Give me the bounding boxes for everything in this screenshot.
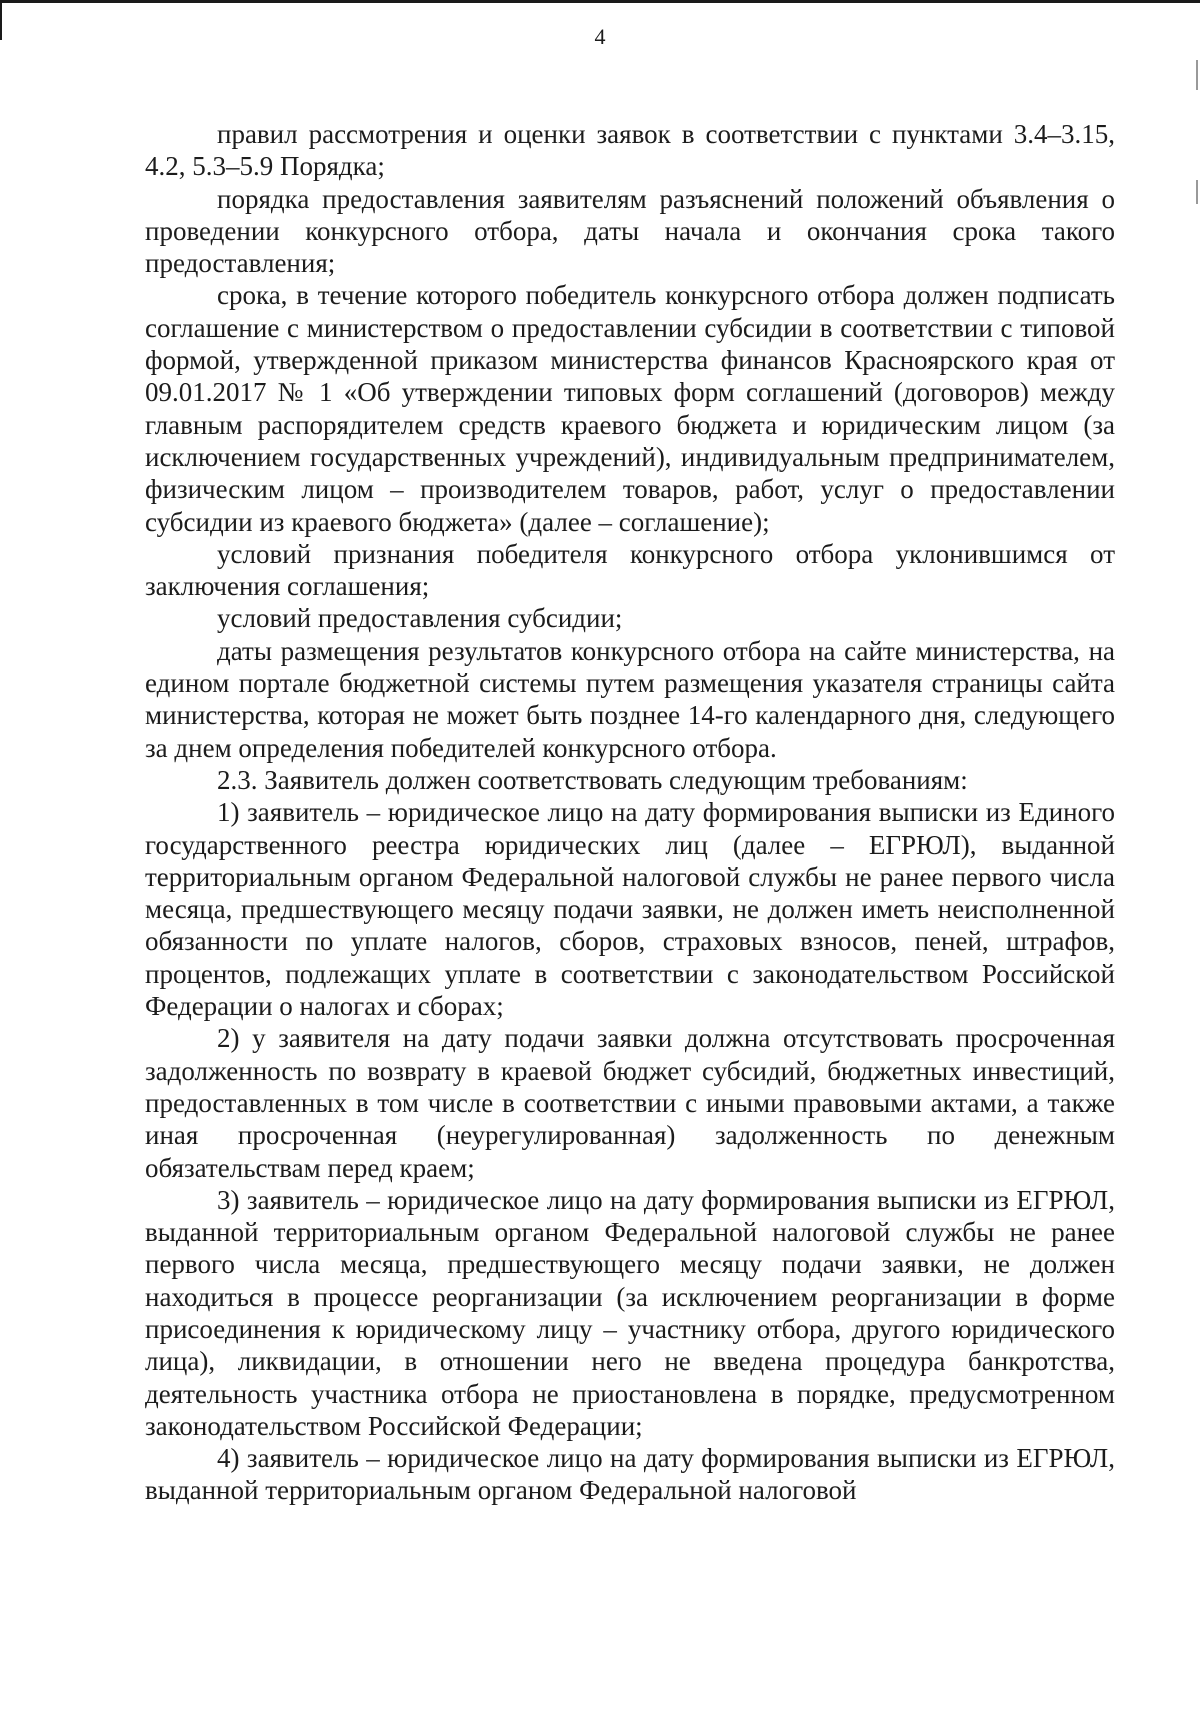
- scan-border-top: [0, 0, 1200, 3]
- paragraph: срока, в течение которого победитель конкурсного отбора должен подписать соглашение с министерством о предоставлении субсидии в соответствии с типовой формой, утвержденной приказом министерства финансов Красноярского края от 09.01.2017 № 1 «Об утверждении типовых форм соглашений (договоров) между главным распорядителем средств краевого бюджета и юридическим лицом (за исключением государственных учреждений), индивидуальным предпринимателем, физическим лицом – производителем товаров, работ, услуг о предоставлении субсидии из краевого бюджета» (далее – соглашение);: [145, 280, 1115, 537]
- paragraph: даты размещения результатов конкурсного отбора на сайте министерства, на едином портале бюджетной системы путем размещения указателя страницы сайта министерства, которая не может быть позднее 14-го календарного дня, следующего за днем определения победителей конкурсного отбора.: [145, 635, 1115, 763]
- paragraph: условий признания победителя конкурсного отбора уклонившимся от заключения соглашения;: [145, 538, 1115, 602]
- paragraph: порядка предоставления заявителям разъяснений положений объявления о проведении конкурсного отбора, даты начала и окончания срока такого предоставления;: [145, 183, 1115, 279]
- paragraph: правил рассмотрения и оценки заявок в соответствии с пунктами 3.4–3.15, 4.2, 5.3–5.9 Порядка;: [145, 119, 1115, 182]
- scan-speck: [1196, 60, 1198, 90]
- page-number: 4: [594, 24, 606, 49]
- paragraph: условий предоставления субсидии;: [217, 603, 623, 634]
- scan-speck: [1196, 180, 1198, 204]
- paragraph: 1) заявитель – юридическое лицо на дату формирования выписки из Единого государственного реестра юридических лиц (далее – ЕГРЮЛ), выданной территориальным органом Федеральной налоговой службы не ранее первого числа месяца, предшествующего месяцу подачи заявки, не должен иметь неисполненной обязанности по уплате налогов, сборов, страховых взносов, пеней, штрафов, процентов, подлежащих уплате в соответствии с законодательством Российской Федерации о налогах и сборах;: [145, 797, 1115, 1022]
- paragraph: 4) заявитель – юридическое лицо на дату формирования выписки из ЕГРЮЛ, выданной территориальным органом Федеральной налоговой: [145, 1443, 1115, 1506]
- paragraph: 2.3. Заявитель должен соответствовать следующим требованиям:: [217, 764, 968, 795]
- paragraph: 2) у заявителя на дату подачи заявки должна отсутствовать просроченная задолженность по возврату в краевой бюджет субсидий, бюджетных инвестиций, предоставленных в том числе в соответствии с иными правовыми актами, а также иная просроченная (неурегулированная) задолженность по денежным обязательствам перед краем;: [145, 1023, 1115, 1183]
- document-body: [145, 118, 1115, 1507]
- paragraph: 3) заявитель – юридическое лицо на дату формирования выписки из ЕГРЮЛ, выданной территориальным органом Федеральной налоговой службы не ранее первого числа месяца, предшествующего месяцу подачи заявки, не должен находиться в процессе реорганизации (за исключением реорганизации в форме присоединения к юридическому лицу – участнику отбора, другого юридического лица), ликвидации, в отношении него не введена процедура банкротства, деятельность участника отбора не приостановлена в порядке, предусмотренном законодательством Российской Федерации;: [145, 1184, 1115, 1441]
